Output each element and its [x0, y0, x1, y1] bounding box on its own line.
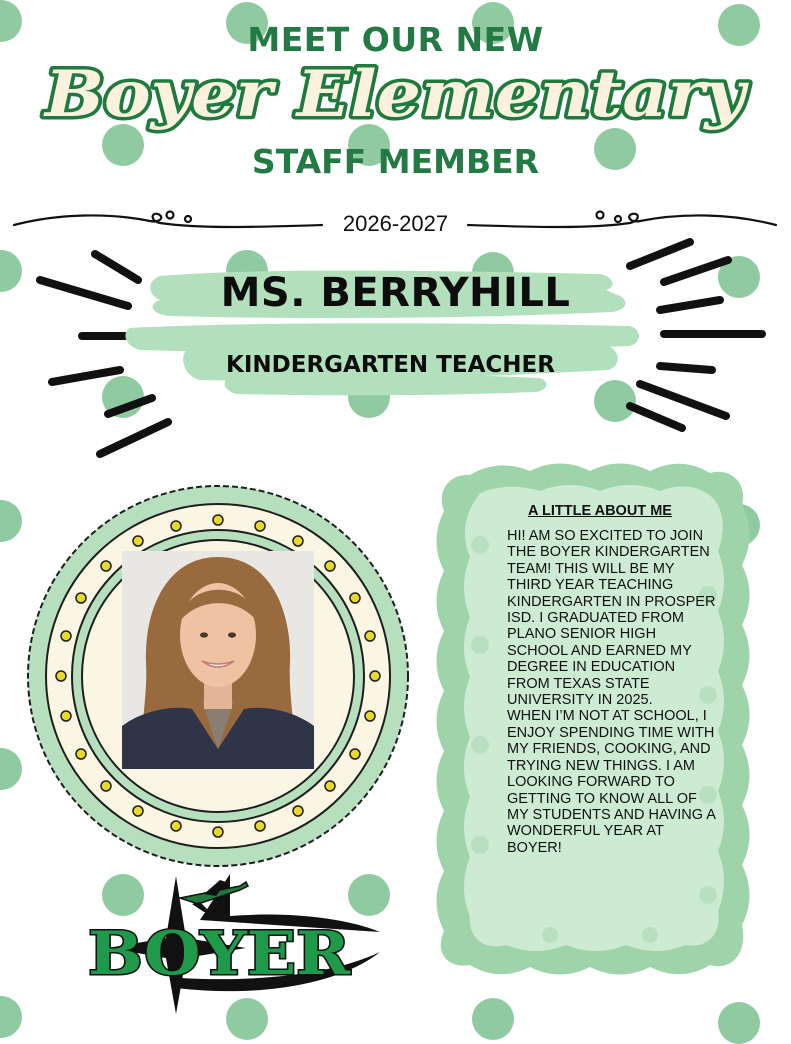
- polka-dot: [0, 500, 22, 542]
- teacher-role: KINDERGARTEN TEACHER: [226, 352, 555, 378]
- name-banner: [0, 230, 791, 470]
- school-year: 2026-2027: [342, 211, 449, 236]
- logo-text: BOYER: [88, 919, 352, 989]
- about-body: [507, 528, 717, 856]
- header-line-meet-our-new: MEET OUR NEW: [247, 20, 544, 59]
- brand-title: [20, 52, 771, 140]
- polka-dot: [0, 996, 22, 1038]
- boyer-logo: [80, 868, 390, 1018]
- about-title: A LITTLE ABOUT ME: [528, 503, 672, 519]
- about-paragraph: WHEN I’M NOT AT SCHOOL, I ENJOY SPENDING TIME WITH MY FRIENDS, COOKING, AND TRYING NEW THINGS. I AM LOOKING FORWARD TO GETTING TO KNOW ALL OF MY STUDENTS AND HAVING A WONDERFUL YEAR AT BOYER!: [507, 708, 716, 856]
- header-line-staff-member: STAFF MEMBER: [251, 142, 540, 181]
- teacher-name: MS. BERRYHILL: [220, 270, 571, 316]
- polka-dot: [0, 748, 22, 790]
- about-paragraph: HI! AM SO EXCITED TO JOIN THE BOYER KINDERGARTEN TEAM! THIS WILL BE MY THIRD YEAR TEACHING KINDERGARTEN IN PROSPER ISD. I GRADUATED FROM PLANO SENIOR HIGH SCHOOL AND EARNED MY DEGREE IN EDUCATION FROM TEXAS STATE UNIVERSITY IN 2025.: [507, 528, 716, 709]
- polka-dot: [472, 998, 514, 1040]
- polka-dot: [718, 1002, 760, 1044]
- teacher-photo: [122, 551, 314, 769]
- portrait-illustration: [122, 551, 314, 769]
- brand-title-text: Boyer Elementary: [42, 57, 750, 132]
